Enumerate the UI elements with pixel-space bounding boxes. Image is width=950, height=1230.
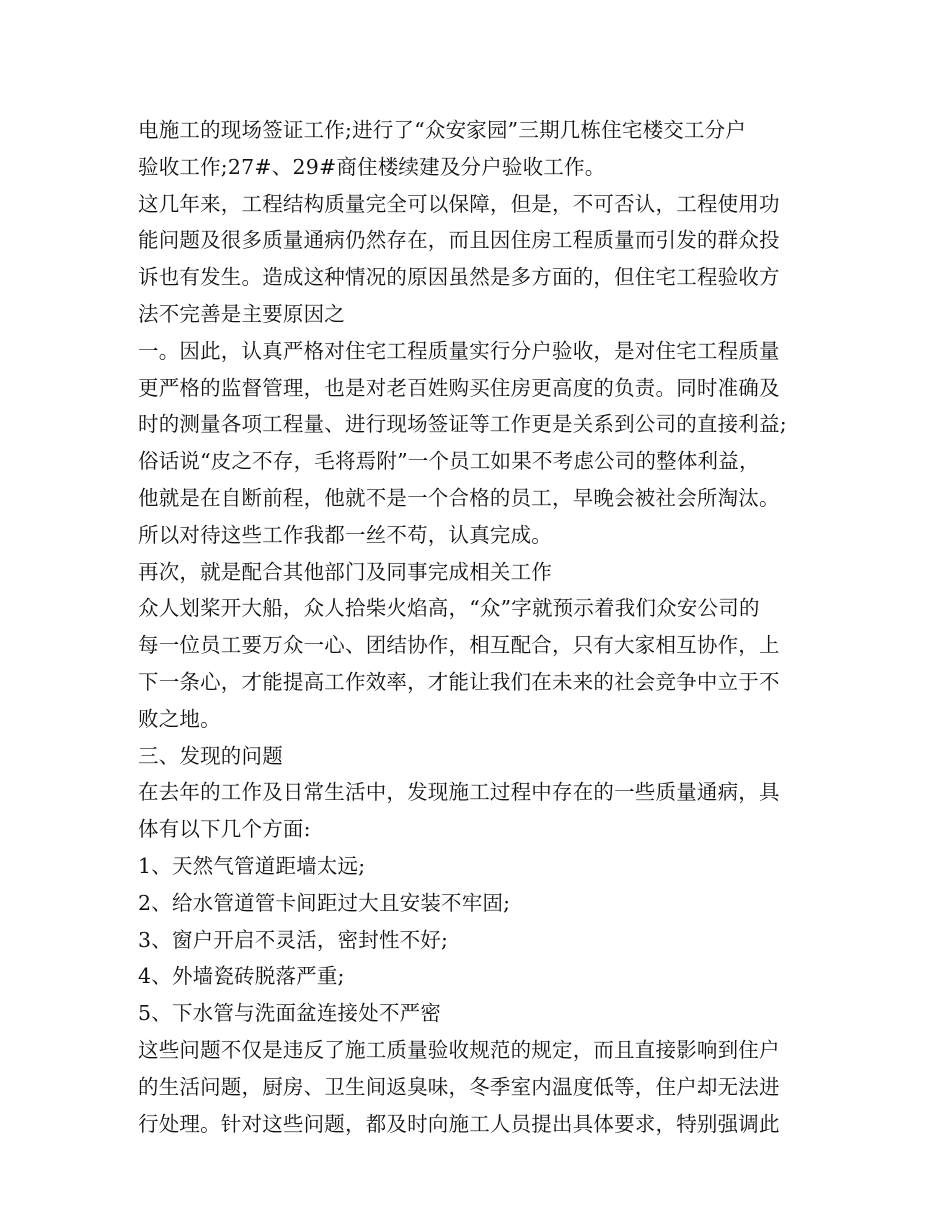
text-line: 的生活问题，厨房、卫生间返臭味，冬季室内温度低等，住户却无法进 — [138, 1074, 780, 1099]
list-item: 3、窗户开启不灵活，密封性不好; — [138, 927, 449, 952]
text-line: 诉也有发生。造成这种情况的原因虽然是多方面的，但住宅工程验收方 — [138, 265, 780, 290]
text-line: 这些问题不仅是违反了施工质量验收规范的规定，而且直接影响到住户 — [138, 1037, 780, 1062]
text-line: 法不完善是主要原因之 — [138, 301, 345, 326]
text-line: 每一位员工要万众一心、团结协作，相互配合，只有大家相互协作，上 — [138, 633, 780, 658]
list-item: 5、下水管与洗面盆连接处不严密 — [138, 1001, 442, 1026]
text-line: 验收工作;27#、29#商住楼续建及分户验收工作。 — [138, 154, 606, 179]
list-item: 2、给水管道管卡间距过大且安装不牢固; — [138, 890, 511, 915]
list-item: 1、天然气管道距墙太远; — [138, 853, 366, 878]
text-line: 能问题及很多质量通病仍然存在，而且因住房工程质量而引发的群众投 — [138, 228, 780, 253]
text-line: 众人划桨开大船，众人拾柴火焰高，“众”字就预示着我们众安公司的 — [138, 596, 760, 621]
text-line: 在去年的工作及日常生活中，发现施工过程中存在的一些质量通病，具 — [138, 780, 780, 805]
text-line: 行处理。针对这些问题，都及时向施工人员提出具体要求，特别强调此 — [138, 1111, 780, 1136]
text-line: 时的测量各项工程量、进行现场签证等工作更是关系到公司的直接利益; — [138, 412, 787, 437]
text-line: 所以对待这些工作我都一丝不苟，认真完成。 — [138, 522, 552, 547]
section-heading: 三、发现的问题 — [138, 743, 283, 768]
list-item: 4、外墙瓷砖脱落严重; — [138, 964, 345, 989]
text-line: 败之地。 — [138, 706, 221, 731]
text-line: 下一条心，才能提高工作效率，才能让我们在未来的社会竞争中立于不 — [138, 669, 780, 694]
text-line: 更严格的监督管理，也是对老百姓购买住房更高度的负责。同时准确及 — [138, 375, 780, 400]
text-line: 体有以下几个方面: — [138, 817, 311, 842]
text-line: 一。因此，认真严格对住宅工程质量实行分户验收，是对住宅工程质量 — [138, 338, 780, 363]
text-line: 电施工的现场签证工作;进行了“众安家园”三期几栋住宅楼交工分户 — [138, 118, 747, 142]
text-line: 他就是在自断前程，他就不是一个合格的员工，早晚会被社会所淘汰。 — [138, 485, 780, 510]
document-body — [138, 112, 828, 1142]
text-line: 俗话说“皮之不存，毛将焉附”一个员工如果不考虑公司的整体利益， — [138, 449, 760, 474]
text-line: 再次，就是配合其他部门及同事完成相关工作 — [138, 559, 552, 584]
text-line: 这几年来，工程结构质量完全可以保障，但是，不可否认，工程使用功 — [138, 191, 780, 216]
